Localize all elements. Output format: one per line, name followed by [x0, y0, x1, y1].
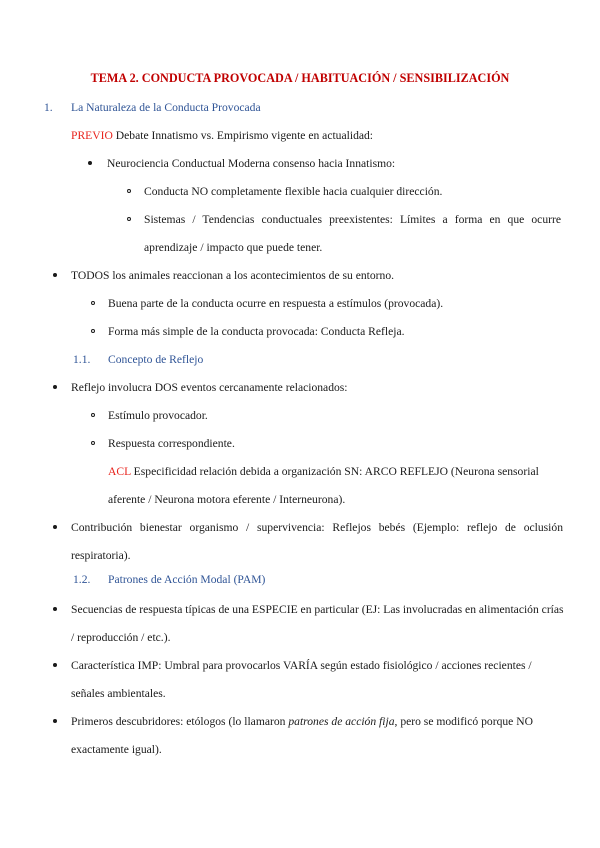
- circle-bullet-icon: [91, 301, 95, 305]
- acl-text: Especificidad relación debida a organización SN: ARCO REFLEJO (Neurona sensorial aferente / Neurona motora eferente / Interneurona).: [108, 465, 539, 506]
- list-item: [71, 708, 565, 764]
- bullet-icon: [53, 525, 57, 529]
- bullet-icon: [53, 607, 57, 611]
- list-item-text: Primeros descubridores: etólogos (lo llamaron: [71, 715, 286, 728]
- page-title: TEMA 2. CONDUCTA PROVOCADA / HABITUACIÓN / SENSIBILIZACIÓN: [90, 71, 510, 85]
- bullet-icon: [53, 719, 57, 723]
- acl-tag: ACL: [108, 465, 131, 478]
- list-item: Característica IMP: Umbral para provocarlos VARÍA según estado fisiológico / acciones recientes / señales ambientales.: [71, 659, 532, 700]
- circle-bullet-icon: [91, 413, 95, 417]
- list-item: Sistemas / Tendencias conductuales preexistentes: Límites a forma en que ocurre aprendizaje / impacto que puede tener.: [144, 213, 561, 254]
- circle-bullet-icon: [91, 329, 95, 333]
- circle-bullet-icon: [91, 441, 95, 445]
- section-heading: Concepto de Reflejo: [108, 353, 204, 366]
- list-item: Secuencias de respuesta típicas de una ESPECIE en particular (EJ: Las involucradas en alimentación crías / reproducción / etc.).: [71, 603, 564, 644]
- list-item: Contribución bienestar organismo / supervivencia: Reflejos bebés (Ejemplo: reflejo de oclusión respiratoria).: [71, 521, 563, 562]
- list-item: Buena parte de la conducta ocurre en respuesta a estímulos (provocada).: [108, 297, 444, 310]
- bullet-icon: [88, 161, 92, 165]
- bullet-icon: [53, 385, 57, 389]
- italic-term: patrones de acción fija: [288, 715, 395, 728]
- bullet-icon: [53, 273, 57, 277]
- circle-bullet-icon: [127, 217, 131, 221]
- list-item: Neurociencia Conductual Moderna consenso hacia Innatismo:: [107, 157, 396, 170]
- list-item: Respuesta correspondiente.: [108, 437, 235, 450]
- section-number: 1.: [44, 101, 53, 114]
- section-heading: Patrones de Acción Modal (PAM): [108, 573, 266, 586]
- previo-note: [71, 122, 561, 150]
- list-item: TODOS los animales reaccionan a los acontecimientos de su entorno.: [71, 269, 395, 282]
- list-item: Reflejo involucra DOS eventos cercanamente relacionados:: [71, 381, 348, 394]
- list-item: Estímulo provocador.: [108, 409, 208, 422]
- list-item-text: , pero se modificó porque NO exactamente igual).: [71, 715, 533, 756]
- list-item: Conducta NO completamente flexible hacia cualquier dirección.: [144, 185, 443, 198]
- previo-text: Debate Innatismo vs. Empirismo vigente en actualidad:: [115, 129, 374, 142]
- previo-tag: PREVIO: [71, 129, 113, 142]
- circle-bullet-icon: [127, 189, 131, 193]
- section-heading: La Naturaleza de la Conducta Provocada: [71, 101, 261, 114]
- section-number: 1.1.: [73, 353, 91, 366]
- bullet-icon: [53, 663, 57, 667]
- acl-note: [108, 458, 563, 514]
- list-item: Forma más simple de la conducta provocada: Conducta Refleja.: [108, 325, 405, 338]
- section-number: 1.2.: [73, 573, 91, 586]
